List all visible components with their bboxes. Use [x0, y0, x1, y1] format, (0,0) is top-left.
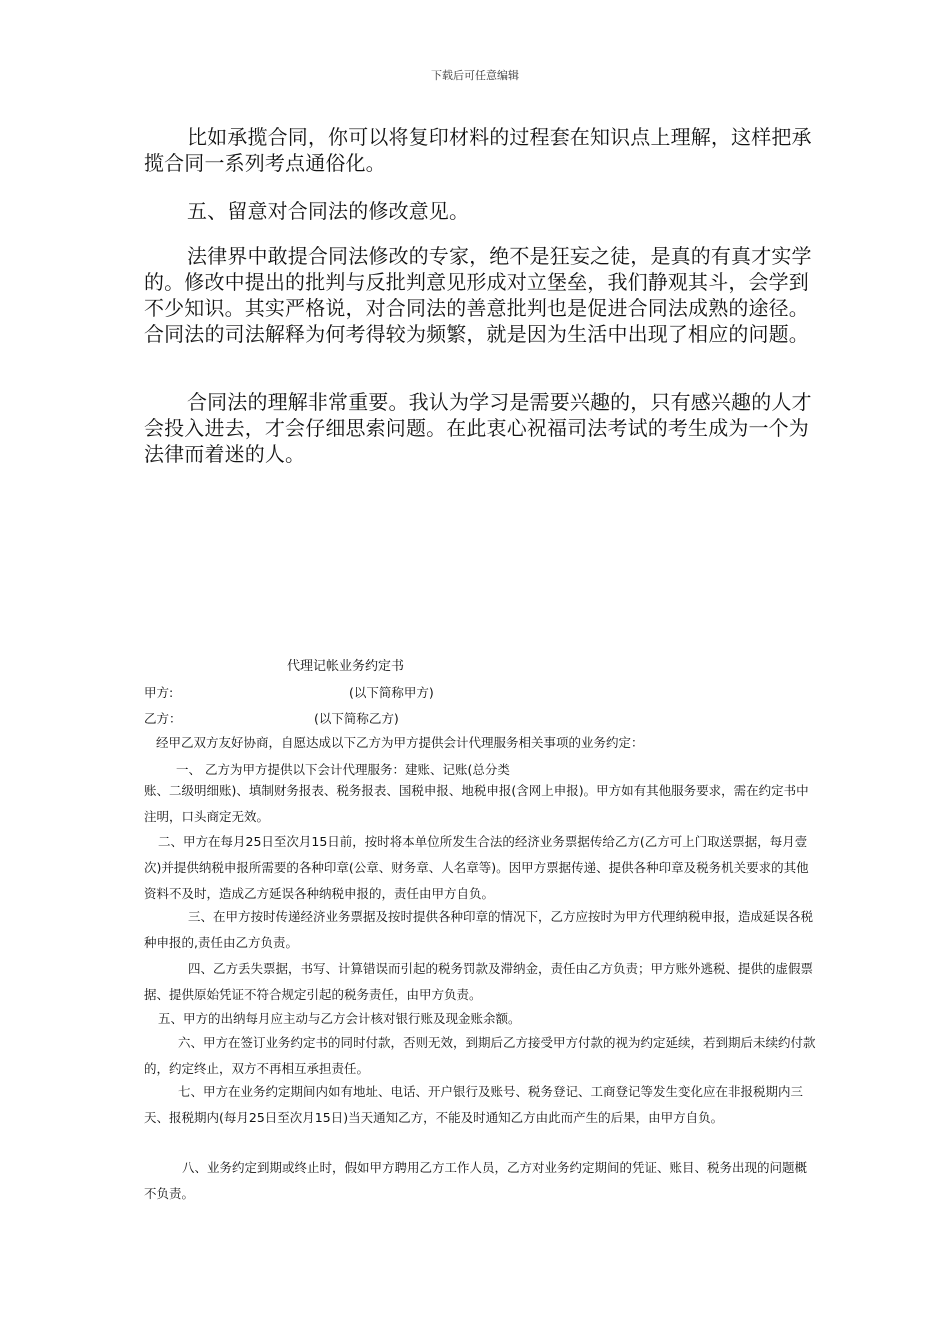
essay-heading-5	[144, 198, 824, 224]
party-a-line	[144, 683, 434, 701]
party-b-label: 乙方：	[144, 711, 182, 726]
essay-text: 合同法的理解非常重要。我认为学习是需要兴趣的，只有感兴趣的人才会投入进去，才会仔细思索问题。在此衷心祝福司法考试的考生成为一个为法律而着迷的人。	[144, 390, 812, 466]
clause-4: 四、乙方丢失票据，书写、计算错误而引起的税务罚款及滞纳金，责任由乙方负责；甲方账外逃税、提供的虚假票据、提供原始凭证不符合规定引起的税务责任，由甲方负责。	[144, 961, 814, 1002]
party-a-note: (以下简称甲方)	[349, 685, 434, 700]
party-b-line	[144, 709, 399, 727]
contract-title: 代理记帐业务约定书	[287, 659, 405, 674]
clause-2: 二、甲方在每月25日至次月15日前，按时将本单位所发生合法的经济业务票据传给乙方(乙方可上门取送票据，每月壹次)并提供纳税申报所需要的各种印章(公章、财务章、人名章等)。因甲方票据传递、提供各种印章及税务机关要求的其他资料不及时，造成乙方延误各种纳税申报的，责任由甲方自负。	[144, 834, 809, 901]
party-b-note: (以下简称乙方)	[314, 711, 399, 726]
clause-5: 五、甲方的出纳每月应主动与乙方会计核对银行账及现金账余额。	[158, 1011, 521, 1026]
essay-paragraph-4	[144, 389, 824, 467]
page-header: 下载后可任意编辑	[431, 69, 519, 82]
contract-intro: 经甲乙双方友好协商，自愿达成以下乙方为甲方提供会计代理服务相关事项的业务约定：	[156, 735, 644, 750]
clause-7: 七、甲方在业务约定期间内如有地址、电话、开户银行及账号、税务登记、工商登记等发生变化应在非报税期内三天、报税期内(每月25日至次月15日)当天通知乙方，不能及时通知乙方由此而产生的后果，由甲方自负。	[144, 1084, 804, 1125]
clause-6: 六、甲方在签订业务约定书的同时付款，否则无效，到期后乙方接受甲方付款的视为约定延续，若到期后未续约付款的，约定终止，双方不再相互承担责任。	[144, 1035, 816, 1076]
clause-1-rest: 账、二级明细账)、填制财务报表、税务报表、国税申报、地税申报(含网上申报)。甲方如有其他服务要求，需在约定书中注明，口头商定无效。	[144, 783, 809, 824]
clause-1-line1: 一、 乙方为甲方提供以下会计代理服务：建账、记账(总分类	[176, 762, 510, 777]
essay-text: 五、留意对合同法的修改意见。	[187, 199, 470, 223]
essay-paragraph-1	[144, 124, 824, 176]
essay-text: 法律界中敢提合同法修改的专家，绝不是狂妄之徒，是真的有真才实学的。修改中提出的批判与反批判意见形成对立堡垒，我们静观其斗，会学到不少知识。其实严格说，对合同法的善意批判也是促进合同法成熟的途径。合同法的司法解释为何考得较为频繁，就是因为生活中出现了相应的问题。	[144, 244, 812, 346]
clause-8: 八、业务约定到期或终止时，假如甲方聘用乙方工作人员，乙方对业务约定期间的凭证、账目、税务出现的问题概不负责。	[144, 1160, 808, 1201]
essay-paragraph-3	[144, 243, 824, 347]
clause-3: 三、在甲方按时传递经济业务票据及按时提供各种印章的情况下，乙方应按时为甲方代理纳税申报，造成延误各税种申报的,责任由乙方负责。	[144, 909, 814, 950]
party-a-label: 甲方:	[144, 685, 174, 700]
essay-text: 比如承揽合同，你可以将复印材料的过程套在知识点上理解，这样把承揽合同一系列考点通俗化。	[144, 125, 812, 175]
